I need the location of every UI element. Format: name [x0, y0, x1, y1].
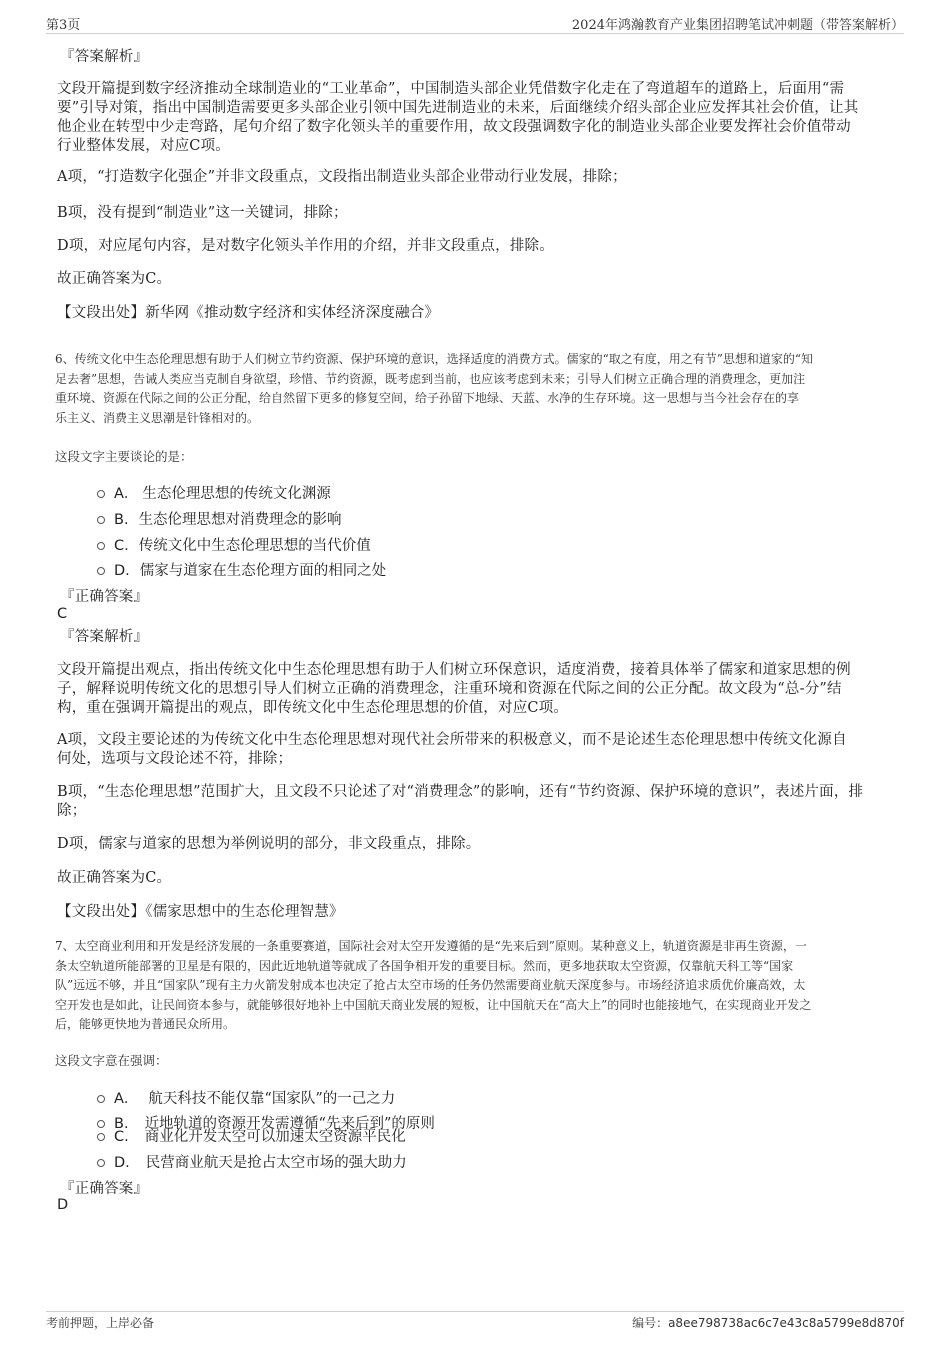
analysis-label: 『答案解析』: [60, 49, 149, 65]
footer-divider: [46, 1311, 904, 1312]
option-a-note: A项，“打造数字化强企”并非文段重点，文段指出制造业头部企业带动行业发展，排除；: [57, 169, 627, 185]
option-a-radio[interactable]: [97, 1095, 105, 1103]
option-letter: D.: [114, 1155, 130, 1171]
option-letter: A．: [114, 1091, 139, 1107]
option-text: 儒家与道家在生态伦理方面的相同之处: [139, 563, 387, 579]
option-b-radio[interactable]: [97, 1120, 105, 1128]
option-d-note: D项，儒家与道家的思想为举例说明的部分，非文段重点，排除。: [57, 836, 481, 852]
answer-conclusion: 故正确答案为C。: [57, 271, 172, 287]
answer-conclusion: 故正确答案为C。: [57, 870, 172, 886]
option-letter: C.: [114, 1129, 129, 1145]
option-c-radio[interactable]: [97, 1133, 105, 1141]
question-7-prompt: 这段文字意在强调：: [55, 1053, 168, 1068]
option-a[interactable]: [114, 1087, 395, 1108]
stem-line: 6、传统文化中生态伦理思想有助于人们树立节约资源、保护环境的意识，选择适度的消费方式。儒家的“取之有度，用之有节”思想和道家的“知: [55, 352, 814, 366]
option-letter: D.: [114, 563, 130, 579]
analysis-line: 文段开篇提出观点，指出传统文化中生态伦理思想有助于人们树立环保意识，适度消费，接着具体举了儒家和道家思想的例: [57, 662, 851, 678]
option-b-radio[interactable]: [97, 516, 105, 524]
option-text: 近地轨道的资源开发需遵循“先来后到”的原则: [144, 1116, 435, 1132]
correct-answer: C: [57, 606, 68, 622]
option-text: 传统文化中生态伦理思想的当代价值: [138, 538, 371, 554]
analysis-paragraph: [57, 661, 907, 718]
option-letter: C.: [114, 538, 129, 554]
option-d-note: D项，对应尾句内容，是对数字化领头羊作用的介绍，并非文段重点，排除。: [57, 238, 554, 254]
answer-label: 『正确答案』: [60, 589, 149, 605]
stem-line: 足去奢”思想，告诫人类应当克制自身欲望，珍惜、节约资源，既考虑到当前，也应该考虑到未来；引导人们树立正确合理的消费理念，更加注: [55, 371, 806, 386]
option-a[interactable]: [114, 482, 331, 503]
correct-answer: D: [57, 1197, 69, 1213]
code-value: a8ee798738ac6c7e43c8a5799e8d870f: [668, 1316, 904, 1330]
stem-line: 队”远远不够，并且“国家队”现有主力火箭发射成本也决定了抢占太空市场的任务仍然需要商业航天深度参与。市场经济追求质优价廉高效，太: [55, 978, 806, 992]
footer-slogan: 考前押题，上岸必备: [46, 1316, 155, 1330]
note-line: A项，文段主要论述的为传统文化中生态伦理思想对现代社会所带来的积极意义，而不是论述生态伦理思想中传统文化源自: [57, 732, 847, 748]
option-letter: B.: [114, 1116, 129, 1132]
note-line: 除；: [57, 803, 87, 819]
stem-line: 乐主义、消费主义思潮是针锋相对的。: [55, 410, 260, 425]
option-letter: A．: [114, 486, 139, 502]
option-text: 民营商业航天是抢占太空市场的强大助力: [145, 1155, 407, 1171]
code-label: 编号：: [632, 1316, 669, 1330]
option-b-note: B项，没有提到“制造业”这一关键词，排除；: [57, 205, 348, 221]
option-text: 生态伦理思想对消费理念的影响: [138, 512, 342, 528]
analysis-label: 『答案解析』: [60, 629, 149, 645]
question-6-prompt: 这段文字主要谈论的是：: [55, 449, 193, 464]
option-d[interactable]: [114, 1151, 407, 1172]
stem-line: 条太空轨道所能部署的卫星是有限的，因此近地轨道等就成了各国争相开发的重要目标。然而，更多地获取太空资源，仅靠航天科工等“国家: [55, 958, 794, 973]
option-text: 商业化开发太空可以加速太空资源平民化: [144, 1129, 406, 1145]
analysis-line: 构，重在强调开篇提出的观点，即传统文化中生态伦理思想的价值，对应C项。: [57, 700, 569, 716]
source-citation: 【文段出处】《儒家思想中的生态伦理智慧》: [57, 904, 344, 920]
option-d-radio[interactable]: [97, 567, 105, 575]
document-code: [632, 1314, 904, 1331]
option-c[interactable]: [114, 1125, 406, 1146]
option-b[interactable]: [114, 508, 342, 529]
stem-line: 7、太空商业利用和开发是经济发展的一条重要赛道，国际社会对太空开发遵循的是“先来后到”原则。某种意义上，轨道资源是非再生资源，一: [55, 939, 807, 953]
option-d-radio[interactable]: [97, 1159, 105, 1167]
analysis-line: 子，解释说明传统文化的思想引导人们树立正确的消费理念，注重环境和资源在代际之间的公正分配。故文段为“总-分”结: [57, 681, 842, 697]
answer-label: 『正确答案』: [60, 1181, 149, 1197]
stem-line: 空开发也是如此，让民间资本参与，就能够很好地补上中国航天商业发展的短板，让中国航天在“高大上”的同时也能接地气，在实现商业开发之: [55, 997, 812, 1012]
option-c-radio[interactable]: [97, 542, 105, 550]
analysis-line: 他企业在转型中少走弯路，尾句介绍了数字化领头羊的重要作用，故文段强调数字化的制造业头部企业要发挥社会价值带动: [57, 119, 851, 135]
document-title: 2024年鸿瀚教育产业集团招聘笔试冲刺题（带答案解析）: [571, 18, 904, 33]
option-b-note: [57, 783, 907, 821]
page-number: 第3页: [46, 18, 81, 33]
question-6-stem: [55, 350, 905, 428]
option-d[interactable]: [114, 559, 386, 580]
option-c[interactable]: [114, 534, 371, 555]
header-divider: [46, 33, 904, 34]
option-text: 航天科技不能仅靠“国家队”的一己之力: [148, 1091, 396, 1107]
stem-line: 重环境、资源在代际之间的公正分配，给自然留下更多的修复空间，给子孙留下地绿、天蓝、水净的生存环境。这一思想与当今社会存在的享: [55, 391, 800, 405]
option-a-note: [57, 731, 907, 769]
analysis-paragraph: [57, 80, 907, 156]
analysis-line: 要”引导对策，指出中国制造需要更多头部企业引领中国先进制造业的未来，后面继续介绍头部企业应发挥其社会价值，让其: [57, 100, 859, 116]
option-letter: B.: [114, 512, 129, 528]
note-line: B项，“生态伦理思想”范围扩大，且文段不只论述了对“消费理念”的影响，还有“节约资源、保护环境的意识”，表述片面，排: [57, 784, 864, 800]
note-line: 何处，选项与文段论述不符，排除；: [57, 751, 293, 767]
source-citation: 【文段出处】新华网《推动数字经济和实体经济深度融合》: [57, 305, 440, 321]
analysis-line: 行业整体发展，对应C项。: [57, 138, 230, 154]
option-a-radio[interactable]: [97, 490, 105, 498]
option-text: 生态伦理思想的传统文化渊源: [142, 486, 331, 502]
question-7-stem: [55, 937, 905, 1035]
stem-line: 后，能够更快地为普通民众所用。: [55, 1017, 236, 1031]
analysis-line: 文段开篇提到数字经济推动全球制造业的“工业革命”，中国制造头部企业凭借数字化走在了弯道超车的道路上，后面用“需: [57, 81, 845, 97]
